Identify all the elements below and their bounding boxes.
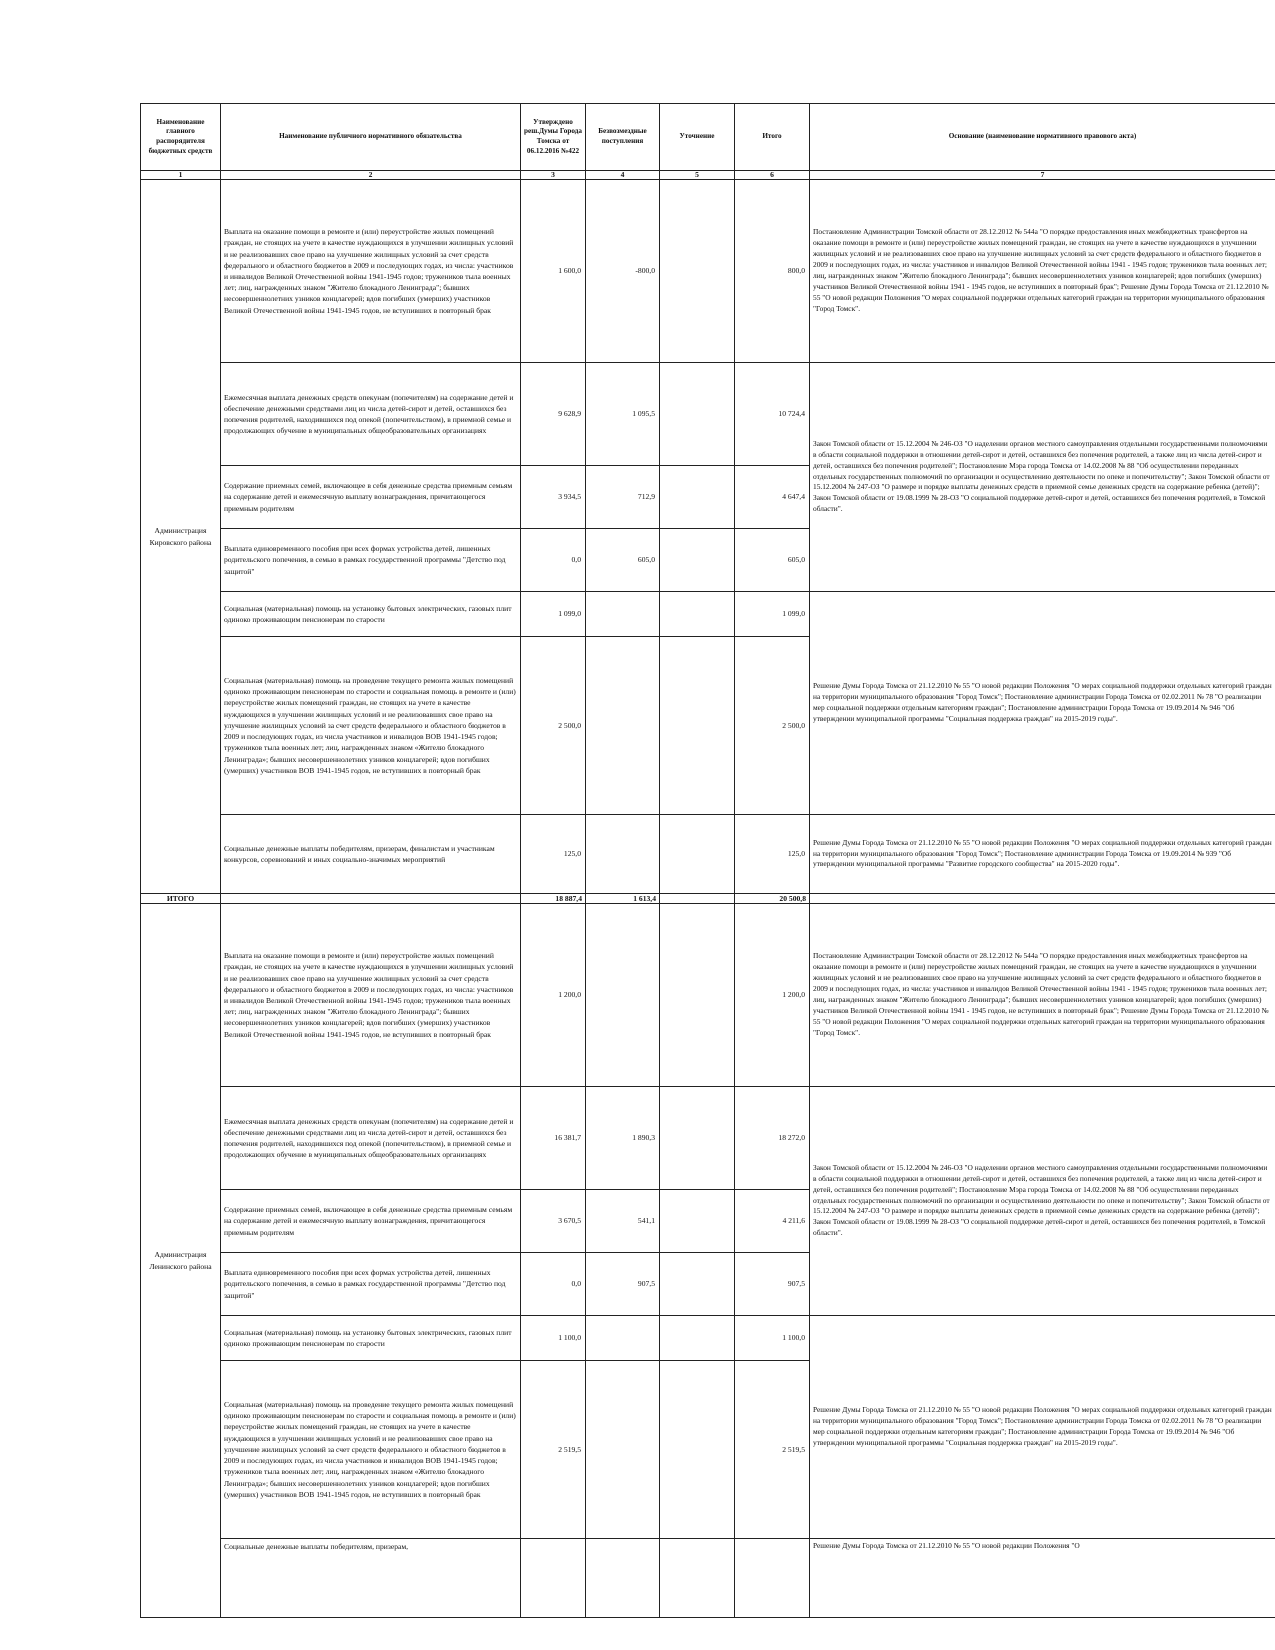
total-value: 10 724,4 xyxy=(735,363,810,466)
total-row xyxy=(141,894,1275,904)
total-label: ИТОГО xyxy=(141,894,221,904)
table-row xyxy=(141,1539,1275,1618)
org-kirov: Администрация Кировского района xyxy=(141,180,221,894)
obligation-text: Социальная (материальная) помощь на установку бытовых электрических, газовых плит одиноко проживающим пенсионерам по старости xyxy=(221,1316,521,1361)
table-row xyxy=(141,1316,1275,1361)
table-row xyxy=(141,815,1275,894)
obligation-text: Ежемесячная выплата денежных средств опекунам (попечителям) на содержание детей и обеспечение денежными средствами лиц из числа детей-сирот и детей, оставшихся без попечения родителей, находившихся под опекой (попечительством), в приемной семье и продолжающих обучение в муниципальных общеобразовательных организациях xyxy=(221,363,521,466)
grants-value: 907,5 xyxy=(586,1253,660,1316)
total-value: 605,0 xyxy=(735,529,810,592)
approved-value: 2 519,5 xyxy=(521,1361,586,1539)
refinement-value xyxy=(660,1361,735,1539)
obligations-table xyxy=(140,103,1275,1618)
total-sum: 20 500,8 xyxy=(735,894,810,904)
approved-value: 0,0 xyxy=(521,529,586,592)
total-value: 1 099,0 xyxy=(735,592,810,637)
grants-value xyxy=(586,815,660,894)
table-row xyxy=(141,363,1275,466)
approved-value: 1 200,0 xyxy=(521,904,586,1087)
table-row xyxy=(141,180,1275,363)
grants-value: 712,9 xyxy=(586,466,660,529)
column-number: 3 xyxy=(521,171,586,180)
total-value: 125,0 xyxy=(735,815,810,894)
obligation-text: Социальная (материальная) помощь на проведение текущего ремонта жилых помещений одиноко проживающим пенсионерам по старости и социальная помощь в ремонте и (или) переустройстве жилых помещений граждан, не стоящих на учете в качестве нуждающихся в улучшении жилищных условий и не реализовавших свое право на улучшение жилищных условий за счет средств федерального и областного бюджетов в 2009 и последующих годах, из числа участников и инвалидов ВОВ 1941-1945 годов; тружеников тыла военных лет; лиц, награжденных знаком «Жителю блокадного Ленинграда»; бывших несовершеннолетних узников концлагерей; вдов погибших (умерших) участников ВОВ 1941-1945 годов, не вступивших в повторный брак xyxy=(221,1361,521,1539)
approved-value: 2 500,0 xyxy=(521,637,586,815)
grants-value: 1 095,5 xyxy=(586,363,660,466)
approved-value: 125,0 xyxy=(521,815,586,894)
total-value: 1 100,0 xyxy=(735,1316,810,1361)
obligation-text: Социальные денежные выплаты победителям, призерам, xyxy=(221,1539,521,1618)
grants-value xyxy=(586,637,660,815)
total-value: 18 272,0 xyxy=(735,1087,810,1190)
header-grants: Безвозмездные поступления xyxy=(586,104,660,171)
approved-value: 3 934,5 xyxy=(521,466,586,529)
refinement-value xyxy=(660,815,735,894)
refinement-value xyxy=(660,1316,735,1361)
header-basis: Основание (наименование нормативного правового акта) xyxy=(810,104,1275,171)
obligation-text: Содержание приемных семей, включающее в себя денежные средства приемным семьям на содержание детей и ежемесячную выплату вознаграждения, причитающегося приемным родителям xyxy=(221,1190,521,1253)
column-number: 4 xyxy=(586,171,660,180)
grants-value xyxy=(586,904,660,1087)
column-number: 1 xyxy=(141,171,221,180)
header-approved: Утверждено реш.Думы Города Томска от 06.12.2016 №422 xyxy=(521,104,586,171)
header-manager: Наименование главного распорядителя бюджетных средств xyxy=(141,104,221,171)
header-refinement: Уточнение xyxy=(660,104,735,171)
obligation-text: Ежемесячная выплата денежных средств опекунам (попечителям) на содержание детей и обеспечение денежными средствами лиц из числа детей-сирот и детей, оставшихся без попечения родителей, находившихся под опекой (попечительством), в приемной семье и продолжающих обучение в муниципальных общеобразовательных организациях xyxy=(221,1087,521,1190)
basis-text: Решение Думы Города Томска от 21.12.2010 № 55 "О новой редакции Положения "О мерах социальной поддержки отдельных категорий граждан на территории муниципального образования "Город Томск"; Постановление администрации Города Томска от 19.09.2014 № 939 "Об утверждении муниципальной программы "Развитие городского сообщества" на 2015-2020 годы". xyxy=(810,815,1275,894)
table-header-row xyxy=(141,104,1275,171)
approved-value: 1 099,0 xyxy=(521,592,586,637)
refinement-value xyxy=(660,180,735,363)
header-total: Итого xyxy=(735,104,810,171)
grants-value xyxy=(586,1361,660,1539)
table-row xyxy=(141,904,1275,1087)
basis-text: Решение Думы Города Томска от 21.12.2010 № 55 "О новой редакции Положения "О xyxy=(810,1539,1275,1618)
basis-text: Решение Думы Города Томска от 21.12.2010 № 55 "О новой редакции Положения "О мерах социальной поддержки отдельных категорий граждан на территории муниципального образования "Город Томск"; Постановление администрации Города Томска от 02.02.2011 № 78 "О реализации мер социальной поддержки отдельным категориям граждан"; Постановление администрации Города Томска от 19.09.2014 № 946 "Об утверждении муниципальной программы "Социальная поддержка граждан" на 2015-2019 годы". xyxy=(810,592,1275,815)
column-number-row xyxy=(141,171,1275,180)
table-row xyxy=(141,1087,1275,1190)
document-page xyxy=(140,103,1275,1650)
total-value: 1 200,0 xyxy=(735,904,810,1087)
total-refinement xyxy=(660,894,735,904)
approved-value: 9 628,9 xyxy=(521,363,586,466)
refinement-value xyxy=(660,363,735,466)
total-approved: 18 887,4 xyxy=(521,894,586,904)
grants-value xyxy=(586,1316,660,1361)
total-value: 800,0 xyxy=(735,180,810,363)
grants-value: -800,0 xyxy=(586,180,660,363)
obligation-text: Социальные денежные выплаты победителям, призерам, финалистам и участникам конкурсов, соревнований и иных социально-значимых мероприятий xyxy=(221,815,521,894)
total-value: 2 500,0 xyxy=(735,637,810,815)
column-number: 6 xyxy=(735,171,810,180)
basis-text: Закон Томской области от 15.12.2004 № 246-ОЗ "О наделении органов местного самоуправления отдельными государственными полномочиями в области социальной поддержки в отношении детей-сирот и детей, оставшихся без попечения родителей, а также лиц из числа детей-сирот и детей, оставшихся без попечения родителей"; Постановление Мэра города Томска от 14.02.2008 № 88 "Об осуществлении переданных отдельных государственных полномочий по организации и осуществлению деятельности по опеке и попечительству"; Закон Томской области от 15.12.2004 № 247-ОЗ "О размере и порядке выплаты денежных средств в приемной семье денежных средств на содержание ребенка (детей)"; Закон Томской области от 19.08.1999 № 28-ОЗ "О социальной поддержке детей-сирот и детей, оставшихся без попечения родителей, в Томской области". xyxy=(810,1087,1275,1316)
basis-text: Закон Томской области от 15.12.2004 № 246-ОЗ "О наделении органов местного самоуправления отдельными государственными полномочиями в области социальной поддержки в отношении детей-сирот и детей, оставшихся без попечения родителей, а также лиц из числа детей-сирот и детей, оставшихся без попечения родителей"; Постановление Мэра города Томска от 14.02.2008 № 88 "Об осуществлении переданных отдельных государственных полномочий по организации и осуществлению деятельности по опеке и попечительству"; Закон Томской области от 15.12.2004 № 247-ОЗ "О размере и порядке выплаты денежных средств в приемной семье денежных средств на содержание ребенка (детей)"; Закон Томской области от 19.08.1999 № 28-ОЗ "О социальной поддержке детей-сирот и детей, оставшихся без попечения родителей, в Томской области". xyxy=(810,363,1275,592)
column-number: 2 xyxy=(221,171,521,180)
approved-value: 16 381,7 xyxy=(521,1087,586,1190)
refinement-value xyxy=(660,466,735,529)
refinement-value xyxy=(660,1190,735,1253)
approved-value: 0,0 xyxy=(521,1253,586,1316)
obligation-text: Выплата единовременного пособия при всех формах устройства детей, лишенных родительского попечения, в семью в рамках государственной программы "Детство под защитой" xyxy=(221,529,521,592)
total-grants: 1 613,4 xyxy=(586,894,660,904)
grants-value xyxy=(586,592,660,637)
approved-value: 1 600,0 xyxy=(521,180,586,363)
grants-value: 605,0 xyxy=(586,529,660,592)
refinement-value xyxy=(660,637,735,815)
total-value: 4 211,6 xyxy=(735,1190,810,1253)
basis-text: Решение Думы Города Томска от 21.12.2010 № 55 "О новой редакции Положения "О мерах социальной поддержки отдельных категорий граждан на территории муниципального образования "Город Томск"; Постановление администрации Города Томска от 02.02.2011 № 78 "О реализации мер социальной поддержки отдельным категориям граждан"; Постановление администрации Города Томска от 19.09.2014 № 946 "Об утверждении муниципальной программы "Социальная поддержка граждан" на 2015-2019 годы". xyxy=(810,1316,1275,1539)
column-number: 7 xyxy=(810,171,1275,180)
total-value: 907,5 xyxy=(735,1253,810,1316)
refinement-value xyxy=(660,1087,735,1190)
total-value: 2 519,5 xyxy=(735,1361,810,1539)
obligation-text: Содержание приемных семей, включающее в себя денежные средства приемным семьям на содержание детей и ежемесячную выплату вознаграждения, причитающегося приемным родителям xyxy=(221,466,521,529)
grants-value: 1 890,3 xyxy=(586,1087,660,1190)
obligation-text: Выплата на оказание помощи в ремонте и (или) переустройстве жилых помещений граждан, не стоящих на учете в качестве нуждающихся в улучшении жилищных условий и не реализовавших свое право на улучшение жилищных условий за счет средств федерального и областного бюджетов в 2009 и последующих годах, из числа: участников и инвалидов Великой Отечественной войны 1941-1945 годов; тружеников тыла военных лет; лиц, награжденных знаком "Жителю блокадного Ленинграда"; бывших несовершеннолетних узников концлагерей; вдов погибших (умерших) участников Великой Отечественной войны 1941-1945 годов, не вступивших в повторный брак xyxy=(221,904,521,1087)
obligation-text: Выплата единовременного пособия при всех формах устройства детей, лишенных родительского попечения, в семью в рамках государственной программы "Детство под защитой" xyxy=(221,1253,521,1316)
header-obligation: Наименование публичного нормативного обязательства xyxy=(221,104,521,171)
table-row xyxy=(141,592,1275,637)
refinement-value xyxy=(660,1253,735,1316)
grants-value: 541,1 xyxy=(586,1190,660,1253)
total-value: 4 647,4 xyxy=(735,466,810,529)
refinement-value xyxy=(660,529,735,592)
basis-text: Постановление Администрации Томской области от 28.12.2012 № 544а "О порядке предоставления иных межбюджетных трансфертов на оказание помощи в ремонте и (или) переустройстве жилых помещений граждан, не стоящих на учете в качестве нуждающихся в улучшении жилищных условий и не реализовавших свое право на улучшение жилищных условий за счет средств федерального и областного бюджетов в 2009 и последующих годах, из числа: участников и инвалидов Великой Отечественной войны 1941 - 1945 годов; тружеников тыла военных лет; лиц, награжденных знаком "Жителю блокадного Ленинграда"; бывших несовершеннолетних узников концлагерей; вдов погибших (умерших) участников Великой Отечественной войны 1941 - 1945 годов, не вступивших в повторный брак"; Решение Думы Города Томска от 21.12.2010 № 55 "О новой редакции Положения "О мерах социальной поддержки отдельных категорий граждан на территории муниципального образования "Город Томск". xyxy=(810,180,1275,363)
refinement-value xyxy=(660,592,735,637)
refinement-value xyxy=(660,904,735,1087)
column-number: 5 xyxy=(660,171,735,180)
approved-value: 3 670,5 xyxy=(521,1190,586,1253)
approved-value: 1 100,0 xyxy=(521,1316,586,1361)
basis-text: Постановление Администрации Томской области от 28.12.2012 № 544а "О порядке предоставления иных межбюджетных трансфертов на оказание помощи в ремонте и (или) переустройстве жилых помещений граждан, не стоящих на учете в качестве нуждающихся в улучшении жилищных условий и не реализовавших свое право на улучшение жилищных условий за счет средств федерального и областного бюджетов в 2009 и последующих годах, из числа: участников и инвалидов Великой Отечественной войны 1941 - 1945 годов; тружеников тыла военных лет; лиц, награжденных знаком "Жителю блокадного Ленинграда"; бывших несовершеннолетних узников концлагерей; вдов погибших (умерших) участников Великой Отечественной войны 1941 - 1945 годов, не вступивших в повторный брак"; Решение Думы Города Томска от 21.12.2010 № 55 "О новой редакции Положения "О мерах социальной поддержки отдельных категорий граждан на территории муниципального образования "Город Томск". xyxy=(810,904,1275,1087)
org-lenin: Администрация Ленинского района xyxy=(141,904,221,1618)
obligation-text: Социальная (материальная) помощь на установку бытовых электрических, газовых плит одиноко проживающим пенсионерам по старости xyxy=(221,592,521,637)
obligation-text: Социальная (материальная) помощь на проведение текущего ремонта жилых помещений одиноко проживающим пенсионерам по старости и социальная помощь в ремонте и (или) переустройстве жилых помещений граждан, не стоящих на учете в качестве нуждающихся в улучшении жилищных условий и не реализовавших свое право на улучшение жилищных условий за счет средств федерального и областного бюджетов в 2009 и последующих годах, из числа участников и инвалидов ВОВ 1941-1945 годов; тружеников тыла военных лет; лиц, награжденных знаком «Жителю блокадного Ленинграда»; бывших несовершеннолетних узников концлагерей; вдов погибших (умерших) участников ВОВ 1941-1945 годов, не вступивших в повторный брак xyxy=(221,637,521,815)
obligation-text: Выплата на оказание помощи в ремонте и (или) переустройстве жилых помещений граждан, не стоящих на учете в качестве нуждающихся в улучшении жилищных условий и не реализовавших свое право на улучшение жилищных условий за счет средств федерального и областного бюджетов в 2009 и последующих годах, из числа: участников и инвалидов Великой Отечественной войны 1941-1945 годов; тружеников тыла военных лет; лиц, награжденных знаком "Жителю блокадного Ленинграда"; бывших несовершеннолетних узников концлагерей; вдов погибших (умерших) участников Великой Отечественной войны 1941-1945 годов, не вступивших в повторный брак xyxy=(221,180,521,363)
